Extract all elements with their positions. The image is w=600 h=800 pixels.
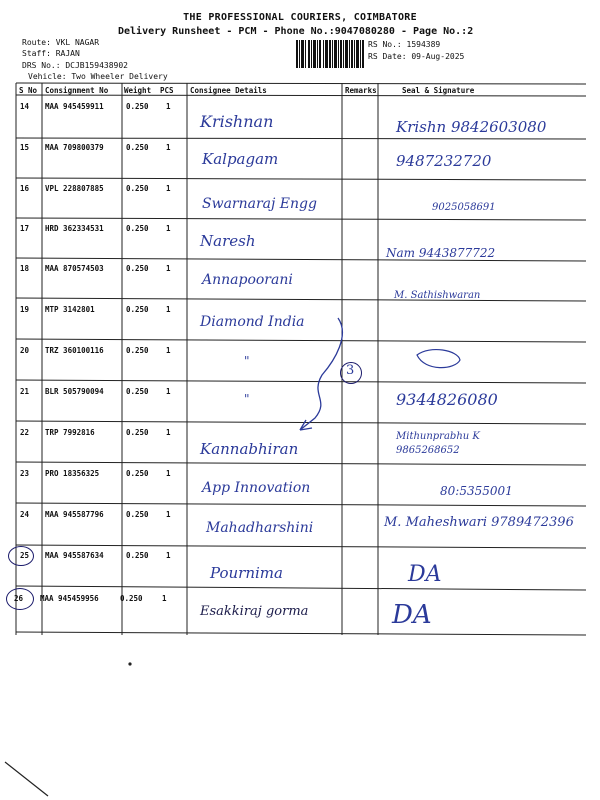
- col-pcs: PCS: [160, 86, 174, 95]
- drs-label: DRS No.: DCJB159438902: [22, 61, 128, 70]
- row-sno: 15: [20, 143, 30, 152]
- row-signature: 9487232720: [396, 152, 492, 170]
- row-sno: 22: [20, 428, 30, 437]
- row-consignee: Kannabhiran: [200, 440, 299, 458]
- row-sno: 20: [20, 346, 30, 355]
- row-consignment: MAA 709800379: [45, 143, 104, 152]
- row-consignee: Pournima: [210, 564, 283, 582]
- row-consignment: VPL 228807885: [45, 184, 104, 193]
- row-signature: 9025058691: [432, 202, 496, 213]
- row-consignment: MTP 3142801: [45, 305, 95, 314]
- row-sno: 16: [20, 184, 30, 193]
- route-label: Route: VKL NAGAR: [22, 38, 100, 47]
- row-weight: 0.250: [126, 510, 149, 519]
- circled-number: 3: [346, 363, 355, 378]
- row-consignment: MAA 870574503: [45, 264, 104, 273]
- row-signature: 9344826080: [396, 390, 498, 409]
- row-weight: 0.250: [126, 264, 149, 273]
- row-sno: 17: [20, 224, 30, 233]
- row-sno: 18: [20, 264, 30, 273]
- rs-date: RS Date: 09-Aug-2025: [368, 52, 465, 61]
- row-consignee: Swarnaraj Engg: [202, 196, 317, 212]
- row-consignment: BLR 505790094: [45, 387, 104, 396]
- row-consignment: TRP 7992816: [45, 428, 95, 437]
- row-pcs: 1: [166, 469, 171, 478]
- row-weight: 0.250: [126, 102, 149, 111]
- col-weight: Weight: [124, 86, 152, 95]
- runsheet-title: Delivery Runsheet - PCM - Phone No.:9047080280 - Page No.:2: [118, 26, 474, 37]
- col-consignment: Consignment No: [45, 86, 109, 95]
- row-pcs: 1: [166, 346, 171, 355]
- row-weight: 0.250: [120, 594, 143, 603]
- row-consignee: Kalpagam: [202, 150, 279, 168]
- row-sno: 24: [20, 510, 30, 519]
- row-signature: M. Sathishwaran: [394, 290, 481, 301]
- row-weight: 0.250: [126, 143, 149, 152]
- row-weight: 0.250: [126, 184, 149, 193]
- row-signature: M. Maheshwari 9789472396: [384, 515, 574, 530]
- row-signature: DA: [392, 600, 432, 630]
- row-weight: 0.250: [126, 346, 149, 355]
- row-weight: 0.250: [126, 387, 149, 396]
- row-pcs: 1: [166, 510, 171, 519]
- row-pcs: 1: [166, 184, 171, 193]
- col-remarks: Remarks: [345, 86, 377, 95]
- row-consignment: MAA 945459911: [45, 102, 104, 111]
- rs-number: RS No.: 1594389: [368, 40, 441, 49]
- row-consignee: Mahadharshini: [206, 520, 314, 536]
- row-consignee: ": [244, 392, 250, 406]
- row-consignment: HRD 362334531: [45, 224, 104, 233]
- row-weight: 0.250: [126, 305, 149, 314]
- row-sno: 25: [20, 551, 30, 560]
- row-pcs: 1: [166, 264, 171, 273]
- row-signature: DA: [408, 562, 442, 587]
- row-consignee: Diamond India: [200, 314, 305, 330]
- row-consignee: App Innovation: [202, 480, 311, 496]
- row-pcs: 1: [166, 224, 171, 233]
- row-sno: 19: [20, 305, 30, 314]
- row-signature: 80:5355001: [440, 484, 513, 498]
- row-signature: Nam 9443877722: [386, 246, 496, 260]
- row-pcs: 1: [166, 428, 171, 437]
- row-sno: 26: [14, 594, 24, 603]
- row-pcs: 1: [166, 551, 171, 560]
- row-consignee: Esakkiraj gorma: [200, 604, 309, 619]
- vehicle-label: Vehicle: Two Wheeler Delivery: [28, 72, 168, 81]
- company-title: THE PROFESSIONAL COURIERS, COIMBATORE: [183, 12, 417, 23]
- row-sno: 23: [20, 469, 30, 478]
- row-pcs: 1: [166, 305, 171, 314]
- col-sno: S No: [19, 86, 38, 95]
- row-consignment: MAA 945459956: [40, 594, 99, 603]
- row-sno: 14: [20, 102, 30, 111]
- row-weight: 0.250: [126, 224, 149, 233]
- row-pcs: 1: [166, 102, 171, 111]
- row-signature: Mithunprabhu K 9865268652: [396, 431, 480, 456]
- row-consignee: Annapoorani: [202, 272, 293, 288]
- col-consignee: Consignee Details: [190, 86, 267, 95]
- row-weight: 0.250: [126, 428, 149, 437]
- row-pcs: 1: [166, 143, 171, 152]
- row-weight: 0.250: [126, 469, 149, 478]
- row-sno: 21: [20, 387, 30, 396]
- row-consignee: Krishnan: [200, 112, 274, 131]
- row-consignment: TRZ 360100116: [45, 346, 104, 355]
- staff-label: Staff: RAJAN: [22, 49, 80, 58]
- row-consignee: Naresh: [200, 232, 256, 250]
- barcode-image: [296, 40, 364, 68]
- row-consignee: ": [244, 354, 250, 368]
- row-signature: Krishn 9842603080: [396, 118, 547, 136]
- row-consignment: PRO 18356325: [45, 469, 100, 478]
- row-pcs: 1: [162, 594, 167, 603]
- row-weight: 0.250: [126, 551, 149, 560]
- row-pcs: 1: [166, 387, 171, 396]
- row-consignment: MAA 945587796: [45, 510, 104, 519]
- row-consignment: MAA 945587634: [45, 551, 104, 560]
- col-seal-signature: Seal & Signature: [402, 86, 475, 95]
